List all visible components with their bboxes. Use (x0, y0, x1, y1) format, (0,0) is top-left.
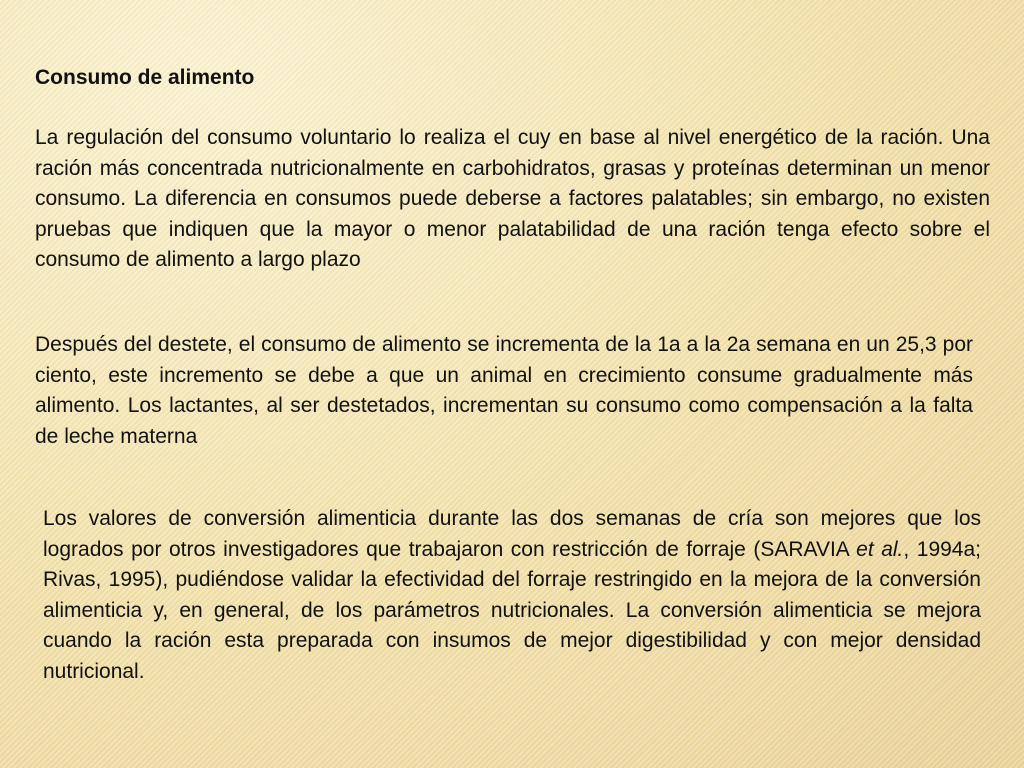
paragraph-feed-conversion-part1: Los valores de conversión alimenticia durante las dos semanas de cría son mejores que los logrados por otros investigadores que trabajaron con restricción de forraje (SARAVIA (43, 507, 981, 561)
paragraph-post-weaning: Después del destete, el consumo de alimento se incrementa de la 1a a la 2a semana en un 25,3 por ciento, este incremento se debe a que un animal en crecimiento consume gradualmente más alimento. Los lactantes, al ser destetados, incrementan su consumo como compensación a la falta de leche materna (35, 333, 973, 448)
paragraph-feed-conversion (43, 504, 981, 687)
slide-title: Consumo de alimento (35, 66, 255, 89)
paragraph-feed-conversion-part2: , 1994a; Rivas, 1995), pudiéndose validar la efectividad del forraje restringido en la mejora de la conversión alimenticia y, en general, de los parámetros nutricionales. La conversión alimenticia se mejora cuando la ración esta preparada con insumos de mejor digestibilidad y con mejor densidad nutricional. (43, 537, 982, 683)
paragraph-consumption-regulation: La regulación del consumo voluntario lo realiza el cuy en base al nivel energético de la ración. Una ración más concentrada nutricionalmente en carbohidratos, grasas y proteínas determinan un menor consumo. La diferencia en consumos puede deberse a factores palatables; sin embargo, no existen pruebas que indiquen que la mayor o menor palatabilidad de una ración tenga efecto sobre el consumo de alimento a largo plazo (35, 126, 990, 271)
citation-et-al: et al. (856, 537, 904, 561)
